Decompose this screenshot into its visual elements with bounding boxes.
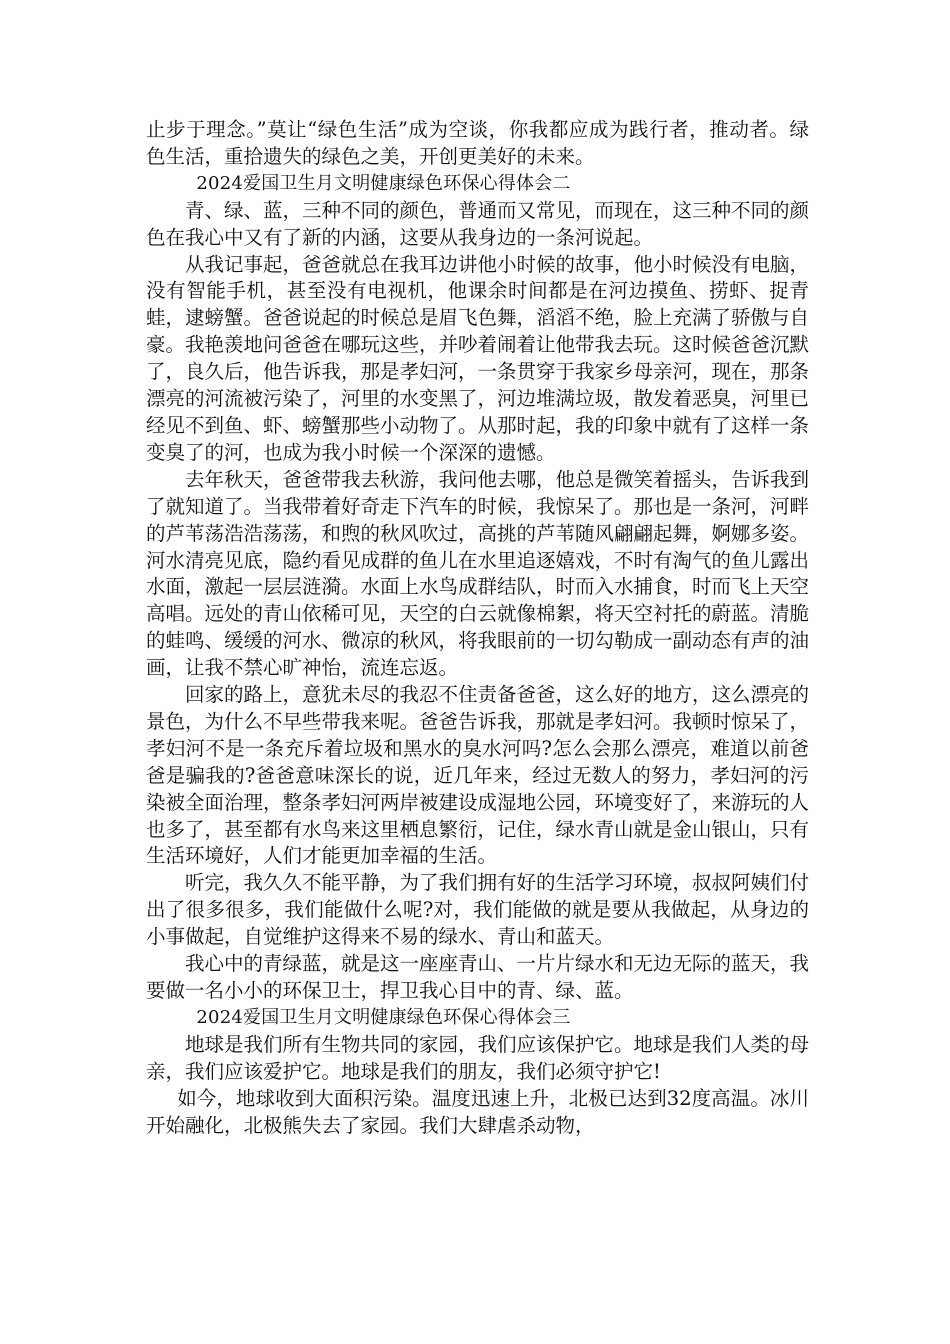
paragraph: 回家的路上，意犹未尽的我忍不住责备爸爸，这么好的地方，这么漂亮的景色，为什么不早些带我来呢。爸爸告诉我，那就是孝妇河。我顿时惊呆了，孝妇河不是一条充斥着垃圾和黑水的臭水河吗?怎么会那么漂亮，难道以前爸爸是骗我的?爸爸意味深长的说，近几年来，经过无数人的努力，孝妇河的污染被全面治理，整条孝妇河两岸被建设成湿地公园，环境变好了，来游玩的人也多了，甚至都有水鸟来这里栖息繁衍，记住，绿水青山就是金山银山，只有生活环境好，人们才能更加幸福的生活。 [146, 683, 810, 868]
paragraph: 从我记事起，爸爸就总在我耳边讲他小时候的故事，他小时候没有电脑，没有智能手机，甚至没有电视机，他课余时间都是在河边摸鱼、捞虾、捉青蛙，逮螃蟹。爸爸说起的时候总是眉飞色舞，滔滔不绝，脸上充满了骄傲与自豪。我艳羡地问爸爸在哪玩这些，并吵着闹着让他带我去玩。这时候爸爸沉默了，良久后，他告诉我，那是孝妇河，一条贯穿于我家乡母亲河，现在，那条漂亮的河流被污染了，河里的水变黑了，河边堆满垃圾，散发着恶臭，河里已经见不到鱼、虾、螃蟹那些小动物了。从那时起，我的印象中就有了这样一条变臭了的河，也成为我小时候一个深深的遗憾。 [146, 252, 810, 464]
document-page [146, 117, 809, 1139]
paragraph: 如今，地球收到大面积污染。温度迅速上升，北极已达到32度高温。冰川开始融化，北极熊失去了家园。我们大肆虐杀动物， [146, 1086, 809, 1137]
paragraph: 青、绿、蓝，三种不同的颜色，普通而又常见，而现在，这三种不同的颜色在我心中又有了新的内涵，这要从我身边的一条河说起。 [146, 198, 810, 249]
paragraph: 去年秋天，爸爸带我去秋游，我问他去哪，他总是微笑着摇头，告诉我到了就知道了。当我带着好奇走下汽车的时候，我惊呆了。那也是一条河，河畔的芦苇荡浩浩荡荡，和煦的秋风吹过，高挑的芦苇随风翩翩起舞，婀娜多姿。河水清亮见底，隐约看见成群的鱼儿在水里追逐嬉戏，不时有淘气的鱼儿露出水面，激起一层层涟漪。水面上水鸟成群结队，时而入水捕食，时而飞上天空高唱。远处的青山依稀可见，天空的白云就像棉絮，将天空衬托的蔚蓝。清脆的蛙鸣、缓缓的河水、微凉的秋风，将我眼前的一切勾勒成一副动态有声的油画，让我不禁心旷神怡，流连忘返。 [146, 467, 810, 680]
paragraph: 听完，我久久不能平静，为了我们拥有好的生活学习环境，叔叔阿姨们付出了很多很多，我们能做什么呢?对，我们能做的就是要从我做起，从身边的小事做起，自觉维护这得来不易的绿水、青山和蓝天。 [146, 871, 810, 949]
paragraph: 我心中的青绿蓝，就是这一座座青山、一片片绿水和无边无际的蓝天，我要做一名小小的环保卫士，捍卫我心目中的青、绿、蓝。 [146, 952, 810, 1002]
paragraph: 地球是我们所有生物共同的家园，我们应该保护它。地球是我们人类的母亲，我们应该爱护它。地球是我们的朋友，我们必须守护它! [146, 1032, 810, 1083]
paragraph-intro-end: 止步于理念。”莫让“绿色生活”成为空谈，你我都应成为践行者，推动者。绿色生活，重拾遗失的绿色之美，开创更美好的未来。 [146, 118, 809, 168]
section-heading-two: 2024爱国卫生月文明健康绿色环保心得体会二 [196, 172, 571, 194]
section-heading-three: 2024爱国卫生月文明健康绿色环保心得体会三 [196, 1006, 571, 1028]
